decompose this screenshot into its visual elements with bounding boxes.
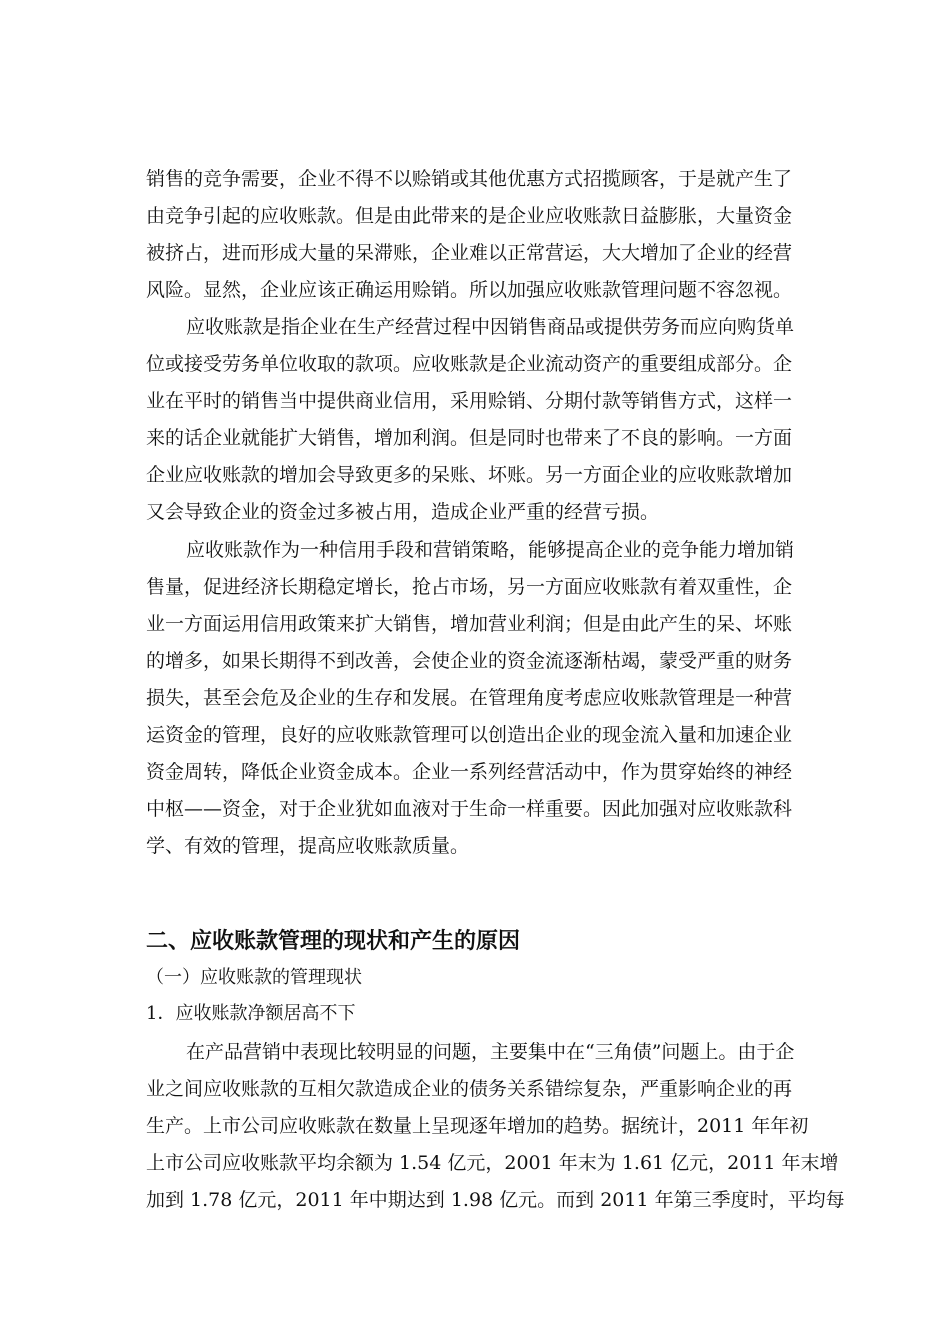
paragraph-line: 业之间应收账款的互相欠款造成企业的债务关系错综复杂，严重影响企业的再 [146, 1078, 793, 1100]
paragraph-line: 又会导致企业的资金过多被占用，造成企业严重的经营亏损。 [146, 501, 660, 523]
paragraph-line: 应收账款是指企业在生产经营过程中因销售商品或提供劳务而应向购货单 [186, 316, 795, 338]
paragraph-line: 损失，甚至会危及企业的生存和发展。在管理角度考虑应收账款管理是一种营 [146, 687, 793, 709]
item-heading: 1．应收账款净额居高不下 [146, 1003, 356, 1024]
paragraph-line: 位或接受劳务单位收取的款项。应收账款是企业流动资产的重要组成部分。企 [146, 353, 793, 375]
paragraph-line: 售量，促进经济长期稳定增长，抢占市场，另一方面应收账款有着双重性，企 [146, 576, 793, 598]
paragraph-line: 销售的竞争需要，企业不得不以赊销或其他优惠方式招揽顾客，于是就产生了 [146, 168, 793, 190]
paragraph-line: 加到 1.78 亿元，2011 年中期达到 1.98 亿元。而到 2011 年第三季度时，平均每 [146, 1189, 845, 1211]
paragraph-line: 的增多，如果长期得不到改善，会使企业的资金流逐渐枯竭，蒙受严重的财务 [146, 650, 793, 672]
paragraph-line: 资金周转，降低企业资金成本。企业一系列经营活动中，作为贯穿始终的神经 [146, 761, 793, 783]
paragraph-line: 风险。显然，企业应该正确运用赊销。所以加强应收账款管理问题不容忽视。 [146, 279, 793, 301]
paragraph-line: 学、有效的管理，提高应收账款质量。 [146, 835, 470, 857]
paragraph-line: 在产品营销中表现比较明显的问题，主要集中在“三角债”问题上。由于企 [186, 1041, 795, 1063]
paragraph-line: 由竞争引起的应收账款。但是由此带来的是企业应收账款日益膨胀，大量资金 [146, 205, 793, 227]
subsection-heading: （一）应收账款的管理现状 [146, 967, 362, 988]
paragraph-line: 中枢——资金，对于企业犹如血液对于生命一样重要。因此加强对应收账款科 [146, 798, 793, 820]
paragraph-line: 运资金的管理，良好的应收账款管理可以创造出企业的现金流入量和加速企业 [146, 724, 793, 746]
paragraph-line: 企业应收账款的增加会导致更多的呆账、坏账。另一方面企业的应收账款增加 [146, 464, 793, 486]
paragraph-line: 生产。上市公司应收账款在数量上呈现逐年增加的趋势。据统计，2011 年年初 [146, 1115, 809, 1137]
paragraph-line: 业在平时的销售当中提供商业信用，采用赊销、分期付款等销售方式，这样一 [146, 390, 793, 412]
paragraph-line: 业一方面运用信用政策来扩大销售，增加营业利润；但是由此产生的呆、坏账 [146, 613, 793, 635]
paragraph-line: 被挤占，进而形成大量的呆滞账，企业难以正常营运，大大增加了企业的经营 [146, 242, 793, 264]
paragraph-line: 上市公司应收账款平均余额为 1.54 亿元，2001 年末为 1.61 亿元，2011 年末增 [146, 1152, 839, 1174]
section-heading: 二、应收账款管理的现状和产生的原因 [146, 928, 521, 954]
paragraph-line: 应收账款作为一种信用手段和营销策略，能够提高企业的竞争能力增加销 [186, 539, 795, 561]
paragraph-line: 来的话企业就能扩大销售，增加利润。但是同时也带来了不良的影响。一方面 [146, 427, 793, 449]
